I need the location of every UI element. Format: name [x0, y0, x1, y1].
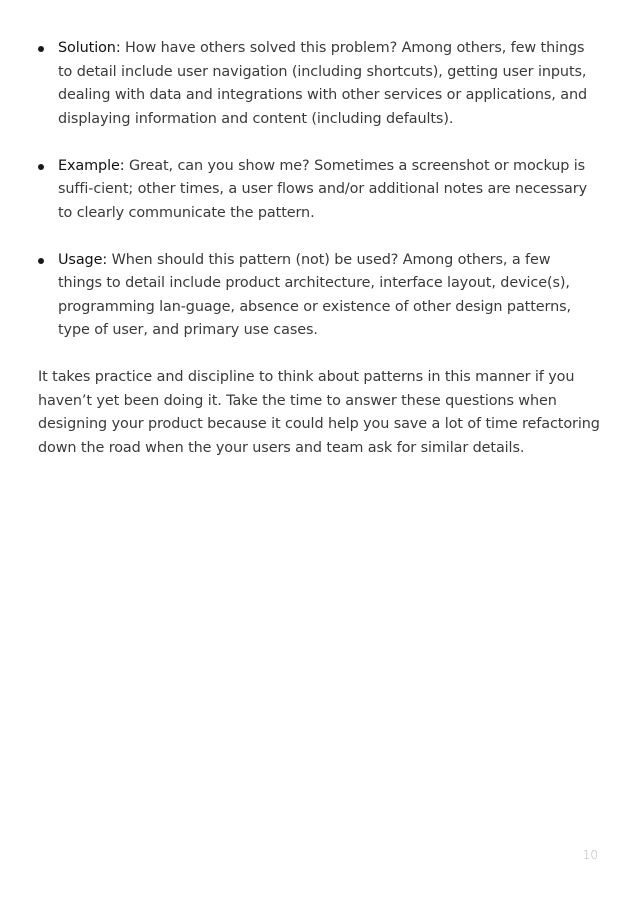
bullet-dot-icon: [38, 164, 44, 170]
bullet-term: Example:: [58, 157, 125, 174]
bullet-dot-icon: [38, 258, 44, 264]
page-number: 10: [582, 848, 598, 862]
bullet-term: Solution:: [58, 40, 121, 56]
bullet-item-usage: [38, 249, 598, 343]
bullet-item-example: [38, 155, 598, 226]
bullet-dot-icon: [38, 46, 44, 52]
bullet-text: Great, can you show me? Sometimes a screenshot or mockup is suffi-cient; other times, a user flows and/or additional notes are necessary to clearly communicate the pattern.: [58, 157, 588, 221]
bullet-text: When should this pattern (not) be used? Among others, a few things to detail include product architecture, interface layout, device(s), programming lan-guage, absence or existence of other design patterns, type of user, and primary use cases.: [58, 251, 571, 338]
bullet-text: How have others solved this problem? Among others, few things to detail include user navigation (including shortcuts), getting user inputs, dealing with data and integrations with other services or applications, and displaying information and content (including defaults).: [58, 40, 588, 127]
body-paragraph: It takes practice and discipline to think about patterns in this manner if you haven’t yet been doing it. Take the time to answer these questions when designing your product because it could help you save a lot of time refactoring down the road when the your users and team ask for similar details.: [38, 369, 600, 456]
bullet-item-solution: [38, 37, 598, 131]
bullet-list: [38, 37, 598, 366]
bullet-term: Usage:: [58, 251, 108, 268]
